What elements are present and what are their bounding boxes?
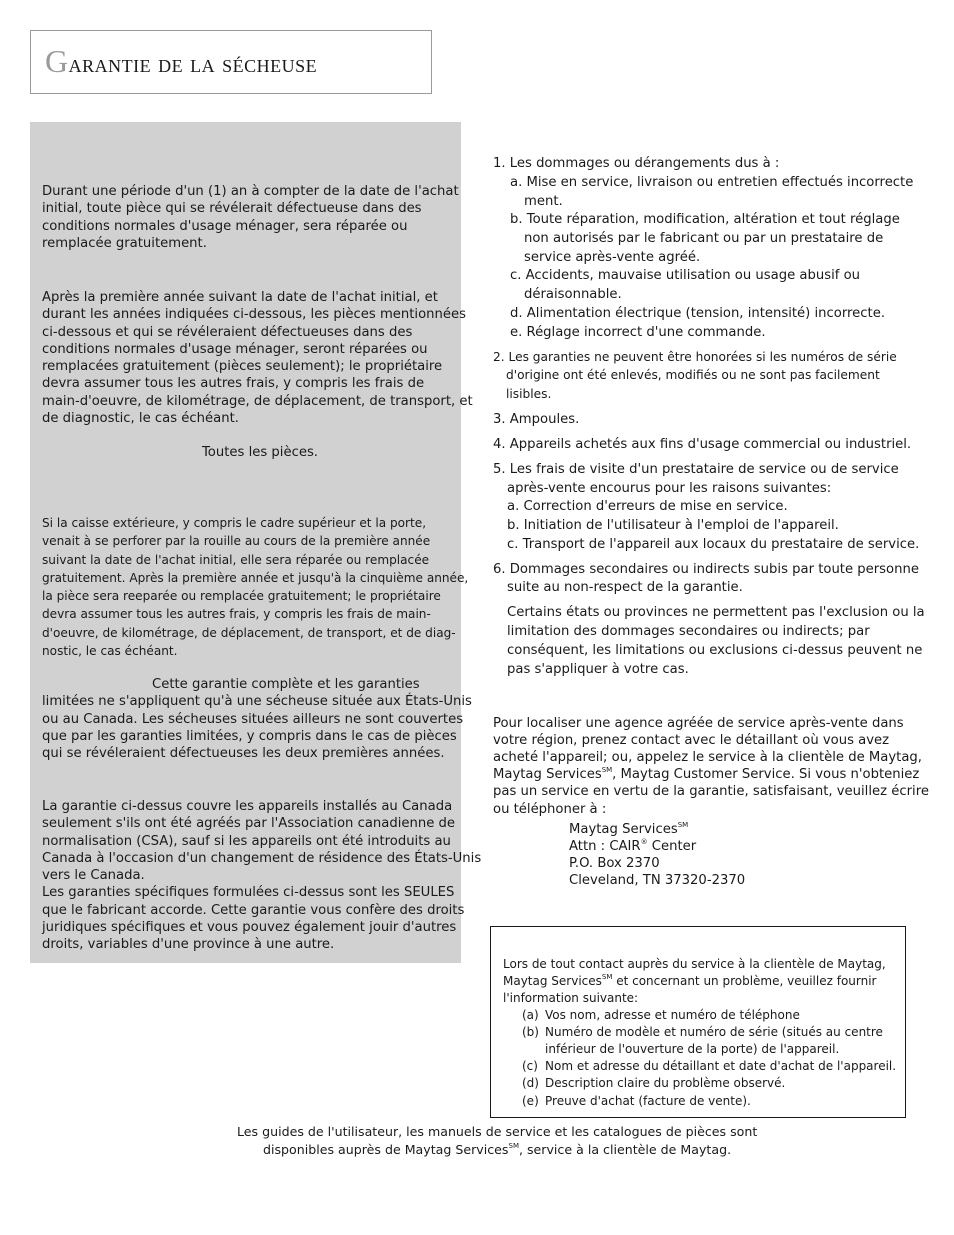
exclusion-subitem: service après-vente agréé. [524,250,701,265]
exclusion-item: lisibles. [506,387,552,401]
footer-line: disponibles auprès de Maytag Services℠, service à la clientèle de Maytag. [263,1142,732,1157]
exclusion-subitem: a. Correction d'erreurs de mise en service. [507,499,788,514]
contact-info-box [490,926,906,1118]
footer-line: Les guides de l'utilisateur, les manuels de service et les catalogues de pièces sont [237,1124,758,1139]
contact-line: votre région, prenez contact avec le détaillant où vous avez [493,733,890,748]
exclusion-item: 4. Appareils achetés aux fins d'usage commercial ou industriel. [493,437,912,452]
exclusion-subitem: b. Toute réparation, modification, altération et tout réglage [510,212,900,227]
exclusion-item: après-vente encourus pour les raisons suivantes: [507,481,832,496]
info-line: l'information suivante: [503,991,639,1005]
address-line: Cleveland, TN 37320-2370 [569,873,746,888]
exclusion-item: suite au non-respect de la garantie. [507,580,743,595]
note-line: pas s'appliquer à votre cas. [507,662,689,677]
title-rest: arantie de la sécheuse [68,49,318,78]
warranty-panel [30,122,482,963]
info-line: Maytag Services℠ et concernant un problème, veuillez fournir [503,973,877,988]
exclusion-item: 3. Ampoules. [493,412,580,427]
info-item-text: Nom et adresse du détaillant et date d'achat de l'appareil. [545,1059,897,1073]
canada-paragraph: La garantie ci-dessus couvre les appareils installés au Canada seulement s'ils ont été agréés par l'Association canadienne de normalisation (CSA), sauf si les appareils ont été introduits au Canada à l'occasion d'un changement de résidence des États-Unis vers le Canada. Les garanties spécifiques formulées ci-dessus sont les SEULES que le fabricant accorde. Cette garantie vous confère des droits juridiques spécifiques et vous pouvez également jouir d'autres droits, variables d'une province à une autre. [42,799,482,953]
exclusion-subitem: e. Réglage incorrect d'une commande. [510,325,766,340]
info-item-text: Vos nom, adresse et numéro de téléphone [545,1008,800,1022]
exclusion-subitem: c. Accidents, mauvaise utilisation ou usage abusif ou [510,268,861,283]
address-line: P.O. Box 2370 [569,856,660,871]
exclusion-subitem: b. Initiation de l'utilisateur à l'emploi de l'appareil. [507,518,839,533]
exclusion-item: 6. Dommages secondaires ou indirects subis par toute personne [493,562,919,577]
info-line: Lors de tout contact auprès du service à la clientèle de Maytag, [503,957,886,971]
title-box [30,30,432,94]
exclusion-subitem: non autorisés par le fabricant ou par un prestataire de [524,231,884,246]
note-line: conséquent, les limitations ou exclusions ci-dessus peuvent ne [507,643,923,658]
info-item-label: (e) [522,1094,539,1108]
contact-line: pas un service en vertu de la garantie, satisfaisant, veuillez écrire [493,784,929,799]
info-item-label: (a) [522,1008,539,1022]
exclusion-item: d'origine ont été enlevés, modifiés ou ne sont pas facilement [506,368,880,382]
territory-paragraph: Cette garantie complète et les garanties limitées ne s'appliquent qu'à une sécheuse située aux États-Unis ou au Canada. Les sécheuses situées ailleurs ne sont couvertes que par les garanties limitées, y compris dans le cas de pièces qui se révéleraient défectueuses les deux premières années. [42,677,472,762]
exclusion-subitem: d. Alimentation électrique (tension, intensité) incorrecte. [510,306,886,321]
info-item-label: (b) [522,1025,539,1039]
contact-line: ou téléphoner à : [493,802,607,817]
contact-line: Pour localiser une agence agréée de service après-vente dans [493,716,904,731]
note-line: Certains états ou provinces ne permettent pas l'exclusion ou la [507,605,925,620]
full-warranty-paragraph: Durant une période d'un (1) an à compter de la date de l'achat initial, toute pièce qui se révélerait défectueuse dans des conditions normales d'usage ménager, sera réparée ou remplacée gratuitement. [42,184,459,251]
title-initial: G [45,43,69,79]
exclusion-subitem: ment. [524,194,563,209]
exclusion-item: 2. Les garanties ne peuvent être honorées si les numéros de série [493,350,897,364]
note-line: limitation des dommages secondaires ou indirects; par [507,624,870,639]
exclusion-subitem: a. Mise en service, livraison ou entretien effectués incorrecte [510,175,914,190]
info-item-label: (c) [522,1059,538,1073]
parts-covered: Toutes les pièces. [202,445,319,460]
address-line: Maytag Services℠ [569,821,689,837]
contact-line: acheté l'appareil; ou, appelez le service à la clientèle de Maytag, [493,750,922,765]
address-line: Attn : CAIR® Center [569,838,697,854]
page-title [45,43,317,80]
exclusion-item: 5. Les frais de visite d'un prestataire de service ou de service [493,462,899,477]
limited-warranty-paragraph: Après la première année suivant la date de l'achat initial, et durant les années indiquées ci-dessous, les pièces mentionnées ci-dessous et qui se révéleraient défectueuses dans des conditions normales d'usage ménager, seront réparées ou remplacées gratuitement (pièces seulement); le propriétaire devra assumer tous les autres frais, y compris les frais de main-d'oeuvre, de kilométrage, de déplacement, de transport, et de diagnostic, le cas échéant. [42,290,473,427]
info-item-text: inférieur de l'ouverture de la porte) de l'appareil. [545,1042,840,1056]
rust-warranty-paragraph: Si la caisse extérieure, y compris le cadre supérieur et la porte, venait à se perforer par la rouille au cours de la première année suivant la date de l'achat initial, elle sera réparée ou remplacée gratuitement. Après la première année et jusqu'à la cinquième année, la pièce sera reeparée ou remplacée gratuitement; le propriétaire devra assumer tous les autres frais, y compris les frais de main- d'oeuvre, de kilométrage, de déplacement, de transport, et de diag- nostic, le cas échéant. [42,516,469,659]
info-item-text: Numéro de modèle et numéro de série (situés au centre [545,1025,883,1039]
exclusion-subitem: déraisonnable. [524,287,622,302]
exclusion-subitem: c. Transport de l'appareil aux locaux du prestataire de service. [507,537,920,552]
exclusion-item: 1. Les dommages ou dérangements dus à : [493,156,780,171]
info-item-label: (d) [522,1076,539,1090]
info-item-text: Preuve d'achat (facture de vente). [545,1094,751,1108]
contact-line: Maytag Services℠, Maytag Customer Service. Si vous n'obteniez [493,766,920,782]
info-item-text: Description claire du problème observé. [545,1076,786,1090]
